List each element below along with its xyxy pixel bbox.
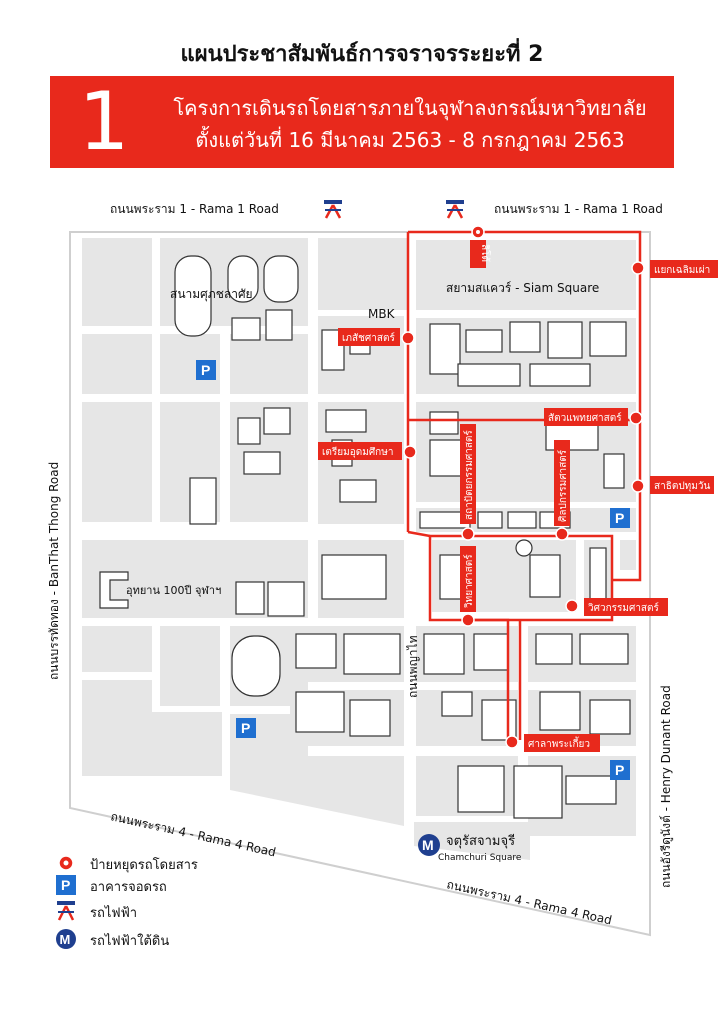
bts-icon [324, 200, 342, 218]
svg-text:P: P [615, 762, 625, 778]
svg-text:P: P [241, 720, 251, 736]
legend-bts-label: รถไฟฟ้า [90, 906, 138, 921]
parking-icon [236, 718, 256, 738]
bts-icon [54, 900, 78, 922]
legend-bts [54, 900, 274, 922]
project-name: โครงการเดินรถโดยสารภายในจุฬาลงกรณ์มหาวิทยาลัย [173, 96, 647, 120]
place-mbk: MBK [368, 307, 395, 321]
svg-text:P: P [615, 510, 625, 526]
stop-label-science: วิทยาศาสตร์ [464, 554, 475, 608]
road-rama4-right: ถนนพระราม 4 - Rama 4 Road [445, 877, 614, 928]
place-chamchuri-th: จตุรัสจามจุรี [446, 834, 516, 849]
stop-label-salaphrakeo: ศาลาพระเกี้ยว [528, 739, 590, 750]
svg-text:M: M [59, 932, 71, 947]
stop-label-pharmacy: เภสัชศาสตร์ [342, 333, 395, 344]
svg-text:M: M [422, 837, 434, 853]
page-title: แผนประชาสัมพันธ์การจราจรระยะที่ 2 [180, 42, 544, 67]
parking-icon [610, 508, 630, 528]
mrt-icon [418, 834, 440, 856]
place-chamchuri-en: Chamchuri Square [438, 853, 522, 863]
road-banthat: ถนนบรรทัดทอง - BanThat Thong Road [47, 461, 61, 680]
svg-text:P: P [61, 877, 71, 893]
road-rama4-left: ถนนพระราม 4 - Rama 4 Road [109, 809, 278, 860]
bus-stop-icon [54, 852, 78, 874]
project-dates: ตั้งแต่วันที่ 16 มีนาคม 2563 - 8 กรกฎาคม 2563 [195, 128, 625, 152]
stop-label-triam: เตรียมอุดมศึกษา [322, 447, 394, 458]
stop-label-chalermphao: แยกเฉลิมเผ่า [654, 265, 711, 276]
road-rama1-right: ถนนพระราม 1 - Rama 1 Road [494, 202, 663, 216]
legend-parking-label: อาคารจอดรถ [90, 880, 167, 895]
road-rama1-left: ถนนพระราม 1 - Rama 1 Road [110, 202, 279, 216]
stop-label-sinlapa: ศิลปกรรมศาสตร์ [558, 449, 569, 522]
bts-icon [446, 200, 464, 218]
place-siam-square: สยามสแควร์ - Siam Square [446, 281, 600, 295]
legend-mrt-label: รถไฟฟ้าใต้ดิน [90, 934, 170, 949]
legend-mrt [54, 928, 274, 950]
place-stadium: สนามศุภชลาศัย [170, 287, 253, 301]
legend-bus-stop [54, 852, 274, 874]
road-henry: ถนนอังรีดูนังต์ - Henry Dunant Road [659, 685, 673, 888]
road-phayathai: ถนนพญาไท [406, 635, 420, 698]
place-park: อุทยาน 100ปี จุฬาฯ [126, 584, 222, 597]
stop-label-lido: ลิโด้ [479, 244, 490, 262]
phase-number: 1 [78, 75, 130, 168]
stop-label-engineering: วิศวกรรมศาสตร์ [588, 603, 659, 614]
svg-text:P: P [201, 362, 211, 378]
parking-icon [610, 760, 630, 780]
stop-label-sarasin: สาธิตปทุมวัน [654, 481, 711, 492]
stop-label-vet: สัตวแพทยศาสตร์ [548, 413, 622, 424]
legend-bus-stop-label: ป้ายหยุดรถโดยสาร [90, 858, 198, 873]
mrt-icon [54, 928, 78, 950]
parking-icon [54, 874, 78, 896]
legend-parking [54, 874, 274, 896]
parking-icon [196, 360, 216, 380]
stop-label-sathapat: สถาปัตยกรรมศาสตร์ [464, 430, 475, 520]
